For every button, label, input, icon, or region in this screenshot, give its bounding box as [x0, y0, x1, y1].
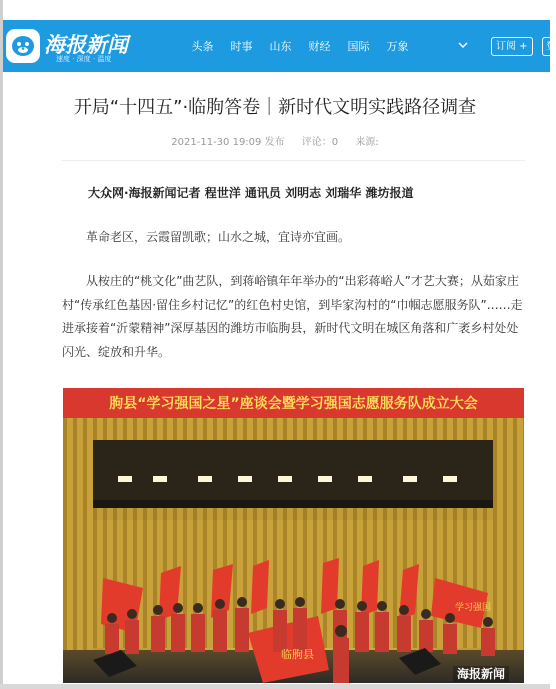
nav-item[interactable]: 国际 — [347, 40, 370, 53]
event-banner-text: 朐县“学习强国之星”座谈会暨学习强国志愿服务队成立大会 — [109, 396, 478, 412]
login-button[interactable]: 登 — [542, 37, 556, 56]
logo-title: 海报新闻 — [44, 33, 128, 57]
subscribe-button[interactable]: 订阅 + — [491, 37, 533, 56]
article-photo — [63, 388, 524, 683]
nav-item[interactable]: 时事 — [230, 40, 253, 53]
nav-item[interactable]: 万象 — [386, 40, 409, 53]
article-source: 来源: — [355, 137, 379, 148]
article-paragraph: 革命老区，云霞留凯歌；山水之城，宜诗亦宜画。 — [86, 230, 351, 244]
article-paragraph: 从桉庄的“桃文化”曲艺队，到蒋峪镇年年举办的“出彩蒋峪人”才艺大赛；从茹家庄村“传承红色基因·留住乡村记忆”的红色村史馆，到毕家沟村的“巾帼志愿服务队”……走进承接着“沂蒙精神”深厚基因的潍坊市临朐县，新时代文明在城区角落和广袤乡村处处闪光、绽放和升华。 — [62, 274, 523, 359]
site-logo[interactable] — [6, 29, 128, 65]
nav-item[interactable]: 财经 — [308, 40, 331, 53]
seal-mascot-icon — [6, 29, 40, 63]
publish-date: 2021-11-30 19:09 发布 — [171, 137, 285, 148]
main-nav — [183, 20, 417, 72]
article-title: 开局“十四五”·临朐答卷｜新时代文明实践路径调查 — [73, 97, 477, 118]
flag-text: 学习强国 — [455, 602, 492, 612]
photo-watermark: 海报新闻 — [453, 666, 509, 682]
divider — [62, 160, 525, 161]
logo-slogan: 速度 · 深度 · 温度 — [56, 55, 112, 63]
event-banner — [63, 388, 524, 418]
nav-item[interactable]: 头条 — [191, 40, 214, 53]
chevron-down-icon[interactable] — [457, 39, 469, 51]
stage-photo-illustration — [63, 388, 524, 683]
comment-count[interactable]: 评论：0 — [301, 137, 339, 148]
window-bottom-edge — [0, 684, 550, 689]
article-meta — [0, 133, 550, 148]
nav-item[interactable]: 山东 — [269, 40, 292, 53]
flag-text: 临朐县 — [281, 649, 314, 661]
site-header — [3, 20, 556, 72]
article-byline: 大众网·海报新闻记者 程世洋 通讯员 刘明志 刘瑞华 潍坊报道 — [88, 186, 414, 200]
